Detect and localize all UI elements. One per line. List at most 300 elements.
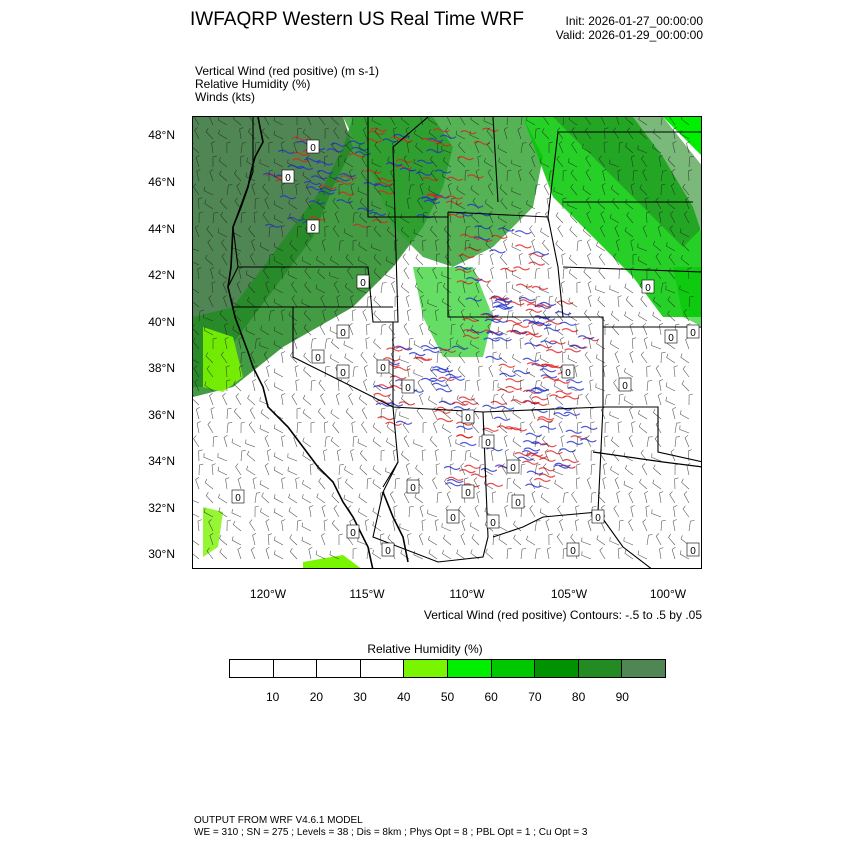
wind-barb: [535, 213, 540, 224]
wind-barb: [560, 519, 564, 531]
svg-text:0: 0: [285, 173, 291, 184]
wind-barb: [220, 549, 227, 559]
wind-barb: [374, 339, 381, 349]
wind-barb: [211, 407, 215, 419]
vertical-wind-contour: [444, 467, 460, 470]
wind-barb: [199, 464, 203, 475]
wind-barb: [296, 478, 300, 490]
wind-barb: [437, 492, 442, 503]
lat-label-34: 34°N: [148, 454, 175, 468]
wind-barb: [605, 395, 610, 405]
wind-barb: [262, 493, 269, 503]
wind-barb: [541, 493, 549, 503]
wind-barb: [611, 437, 619, 447]
wind-barb: [255, 493, 260, 503]
wind-barb: [360, 450, 367, 461]
wind-barb: [436, 464, 440, 475]
wind-barb: [268, 534, 272, 545]
wind-barb: [491, 267, 495, 279]
wind-barb: [666, 397, 675, 405]
wind-barb: [632, 422, 636, 434]
svg-text:0: 0: [310, 223, 316, 234]
wind-barb: [282, 478, 286, 490]
contour-label: [482, 435, 494, 449]
wind-barb: [557, 534, 563, 545]
wind-barb: [505, 449, 509, 461]
wind-barb: [526, 368, 535, 377]
wind-barb: [250, 407, 255, 419]
wind-barb: [643, 519, 647, 531]
wind-barb: [311, 380, 316, 391]
vertical-wind-contour: [481, 468, 497, 471]
colorbar-cell: [622, 660, 665, 677]
svg-text:0: 0: [315, 353, 321, 364]
wind-barb: [248, 395, 255, 405]
wind-barb: [683, 506, 689, 517]
vertical-wind-contour: [540, 426, 556, 429]
vertical-wind-contour: [523, 358, 539, 361]
wind-barb: [406, 295, 409, 307]
wind-barb: [274, 368, 283, 377]
wind-barb: [504, 239, 508, 251]
wind-barb: [576, 506, 580, 518]
wind-barb: [562, 352, 566, 363]
wind-barb: [475, 505, 479, 517]
wind-barb: [400, 523, 409, 531]
vertical-wind-contour: [514, 267, 530, 270]
wind-barb: [428, 510, 437, 517]
wind-barb: [408, 534, 412, 546]
wind-barb: [304, 353, 311, 363]
contour-label: [642, 280, 654, 294]
wind-barb: [674, 506, 678, 518]
wind-barb: [310, 506, 314, 518]
wind-barb: [442, 424, 451, 433]
wind-barb: [561, 281, 565, 293]
wind-barb: [451, 450, 456, 461]
wind-barb: [591, 422, 595, 433]
wind-barb: [624, 481, 633, 489]
wind-barb: [577, 464, 581, 475]
colorbar-tick-label: 40: [397, 690, 411, 704]
svg-text:0: 0: [510, 463, 516, 474]
wind-barb: [563, 493, 569, 503]
map-canvas: [193, 117, 702, 569]
wind-barb: [472, 534, 479, 545]
wind-barb: [387, 438, 396, 447]
wind-barb: [437, 352, 442, 363]
wind-barb: [599, 268, 605, 279]
wind-barb: [302, 480, 311, 489]
wind-barb: [344, 341, 353, 349]
wind-barb: [253, 477, 257, 489]
colorbar-cell: [404, 660, 448, 677]
wind-barb: [610, 411, 619, 419]
wind-barb: [619, 394, 624, 405]
wind-barb: [417, 408, 423, 419]
wind-barb: [490, 253, 493, 265]
wind-barb: [381, 324, 386, 335]
wind-barb: [400, 356, 409, 364]
wind-barb: [193, 549, 199, 559]
wind-barb: [530, 226, 535, 237]
wind-barb: [390, 491, 395, 503]
wind-barb: [618, 296, 622, 307]
contour-label: [407, 480, 419, 494]
wind-barb: [297, 520, 302, 531]
wind-barb: [264, 379, 269, 391]
wind-barb: [367, 324, 371, 335]
wind-barb: [289, 494, 297, 503]
wind-barb: [615, 477, 619, 489]
wind-barb: [241, 450, 246, 461]
wind-barb: [266, 547, 269, 559]
vertical-wind-contour: [460, 443, 476, 446]
wind-barb: [617, 491, 621, 503]
wind-barb: [549, 408, 554, 419]
vertical-wind-contour: [501, 268, 517, 271]
wind-barb: [535, 549, 541, 559]
wind-barb: [660, 492, 664, 504]
wind-barb: [558, 226, 563, 238]
wind-barb: [297, 408, 301, 419]
wind-barb: [352, 310, 356, 321]
wind-barb: [395, 478, 400, 489]
wind-barb: [656, 533, 661, 545]
wind-barb: [321, 533, 325, 545]
wind-barb: [353, 548, 357, 559]
wind-barb: [653, 409, 661, 419]
svg-text:0: 0: [595, 513, 601, 524]
svg-text:0: 0: [380, 363, 386, 374]
wind-barb: [584, 310, 591, 321]
vertical-wind-contour: [498, 406, 514, 409]
svg-text:0: 0: [668, 333, 674, 344]
wind-barb: [325, 339, 331, 349]
wind-barb: [401, 451, 409, 461]
wind-barb: [499, 353, 507, 363]
wind-barb: [639, 423, 647, 433]
wind-barb: [290, 548, 297, 559]
wind-barb: [404, 268, 409, 280]
wind-barb: [419, 533, 423, 545]
wind-barb: [626, 296, 633, 307]
wind-barb: [479, 254, 483, 265]
wind-barb: [282, 352, 286, 364]
wind-barb: [532, 491, 535, 503]
lat-label-44: 44°N: [148, 222, 175, 236]
vertical-wind-contour: [506, 379, 522, 382]
wind-barb: [409, 506, 414, 517]
wind-barb: [653, 312, 661, 321]
wind-barb: [493, 380, 498, 391]
vertical-wind-contour: [567, 441, 583, 444]
wind-barb: [255, 506, 259, 517]
wind-barb: [199, 450, 203, 461]
wind-barb: [530, 254, 535, 265]
wind-barb: [290, 535, 297, 546]
wind-barb: [361, 352, 367, 363]
wind-barb: [562, 254, 566, 266]
field-relative-humidity: Relative Humidity (%): [195, 77, 311, 91]
vertical-wind-contour: [522, 461, 538, 464]
vertical-wind-contour: [465, 465, 481, 468]
wind-barb: [559, 421, 563, 433]
contour-label: [347, 525, 359, 539]
colorbar-tick-label: 90: [615, 690, 629, 704]
svg-text:0: 0: [465, 413, 471, 424]
wind-barb: [588, 295, 591, 307]
wind-barb: [470, 522, 479, 531]
vertical-wind-contour: [539, 458, 555, 461]
wind-barb: [647, 366, 651, 377]
lat-label-42: 42°N: [148, 268, 175, 282]
svg-text:0: 0: [310, 143, 316, 154]
colorbar-tick-label: 30: [353, 690, 367, 704]
vertical-wind-contour: [513, 324, 529, 327]
wind-barb: [198, 520, 202, 531]
wind-barb: [423, 422, 427, 433]
wind-barb: [644, 337, 647, 349]
contour-label: [357, 275, 369, 289]
vertical-wind-contour: [506, 387, 522, 390]
wind-barb: [331, 409, 339, 419]
wind-barb: [603, 463, 607, 475]
wind-barb: [647, 535, 652, 545]
vertical-wind-contour: [432, 383, 448, 386]
wind-barb: [430, 436, 437, 447]
wind-barb: [332, 339, 340, 349]
wind-barb: [330, 354, 339, 363]
colorbar-tick-label: 20: [309, 690, 324, 704]
wind-barb: [394, 506, 398, 518]
wind-barb: [331, 437, 339, 447]
wind-barb: [227, 422, 232, 433]
wind-barb: [596, 354, 605, 363]
wind-barb: [232, 536, 241, 545]
wind-barb: [625, 312, 633, 321]
wind-barb: [624, 368, 633, 377]
wind-barb: [381, 450, 385, 461]
wind-barb: [363, 309, 367, 321]
wind-barb: [505, 505, 509, 517]
wind-barb: [295, 365, 299, 377]
wind-barb: [274, 382, 283, 391]
valid-time: Valid: 2026-01-29_00:00:00: [555, 28, 703, 42]
contour-label: [507, 460, 519, 474]
wind-barb: [316, 551, 325, 559]
svg-text:0: 0: [350, 528, 356, 539]
wind-barb: [337, 449, 341, 461]
contour-label: [377, 360, 389, 374]
wind-barb: [373, 479, 381, 489]
wind-barb: [461, 533, 465, 545]
wind-barb: [605, 436, 609, 447]
wind-barb: [500, 254, 507, 265]
vertical-wind-contour: [515, 231, 531, 234]
wind-barb: [218, 453, 227, 461]
colorbar-cell: [317, 660, 361, 677]
wind-barb: [458, 366, 465, 377]
wind-barb: [603, 477, 607, 489]
wind-barb: [575, 365, 579, 377]
wind-barb: [514, 535, 521, 545]
wind-barb: [358, 439, 367, 447]
wind-barb: [373, 550, 381, 559]
wind-barb: [404, 324, 409, 336]
wind-barb: [647, 437, 653, 447]
vertical-wind-contour: [498, 389, 514, 392]
wind-barb: [459, 506, 466, 517]
colorbar-tick-label: 60: [484, 690, 498, 704]
wind-barb: [563, 268, 568, 279]
wind-barb: [519, 253, 523, 265]
wind-barb: [588, 253, 592, 265]
wind-barb: [680, 425, 689, 433]
wind-barb: [629, 491, 633, 503]
colorbar-cell: [492, 660, 536, 677]
wind-barb: [336, 393, 339, 405]
wind-barb: [666, 382, 675, 391]
lat-label-30: 30°N: [148, 547, 175, 561]
wind-barb: [274, 452, 283, 461]
colorbar-title: Relative Humidity (%): [367, 642, 483, 656]
wind-barb: [210, 393, 214, 405]
wind-barb: [630, 351, 633, 363]
lon-label-100: 100°W: [649, 587, 687, 601]
wind-barb: [253, 533, 256, 545]
colorbar-tick-label: 80: [571, 690, 586, 704]
wind-barb: [521, 464, 525, 475]
wind-barb: [490, 407, 493, 419]
wind-barb: [292, 394, 297, 406]
wind-barb: [547, 547, 551, 559]
wind-barb: [546, 519, 549, 531]
wind-barb: [260, 425, 269, 433]
wind-barb: [325, 437, 330, 448]
wind-barb: [590, 408, 594, 419]
wind-barb: [472, 422, 479, 433]
colorbar: [229, 659, 666, 678]
wind-barb: [500, 367, 507, 377]
wind-barb: [641, 296, 647, 307]
svg-text:0: 0: [485, 438, 491, 449]
wind-barb: [502, 464, 507, 476]
wind-barb: [373, 465, 381, 475]
contour-label: [232, 490, 244, 504]
wind-barb: [575, 519, 579, 531]
colorbar-cell: [274, 660, 318, 677]
wind-barb: [196, 407, 199, 419]
wind-barb: [349, 393, 354, 405]
wind-barb: [526, 284, 535, 293]
wind-barb: [624, 537, 633, 545]
wind-barb: [219, 494, 228, 503]
svg-text:0: 0: [690, 546, 696, 557]
wind-barb: [632, 338, 636, 349]
wind-barb: [647, 380, 652, 391]
wind-barb: [249, 422, 255, 433]
wind-barb: [631, 505, 635, 517]
wind-barb: [555, 480, 563, 489]
wind-barb: [605, 422, 609, 433]
wind-barb: [302, 494, 311, 503]
wind-barb: [597, 535, 605, 545]
lat-label-46: 46°N: [148, 175, 175, 189]
wind-barb: [625, 284, 633, 294]
svg-text:0: 0: [622, 381, 628, 392]
wind-barb: [274, 466, 283, 475]
wind-barb: [435, 519, 439, 531]
contour-label: [562, 365, 574, 379]
wind-barb: [487, 282, 493, 293]
wind-barb: [364, 365, 367, 377]
contour-note: Vertical Wind (red positive) Contours: -.5 to .5 by .05: [423, 608, 702, 622]
wind-barb: [319, 380, 325, 391]
wind-barb: [596, 383, 605, 391]
wind-barb: [588, 281, 591, 293]
wind-barb: [349, 323, 353, 335]
wind-barb: [585, 352, 591, 363]
vertical-wind-contour: [487, 483, 503, 486]
wind-barb: [584, 269, 591, 280]
wind-barb: [274, 550, 283, 559]
svg-text:0: 0: [405, 383, 411, 394]
vertical-wind-contour: [564, 412, 580, 415]
wind-barb: [274, 494, 283, 503]
wind-barb: [274, 424, 283, 433]
vertical-wind-contour: [571, 436, 587, 439]
wind-barb: [265, 463, 269, 475]
wind-barb: [682, 380, 689, 391]
vertical-wind-contour: [560, 322, 576, 325]
colorbar-cell: [535, 660, 579, 677]
wind-barb: [507, 311, 513, 321]
wind-barb: [322, 505, 325, 517]
wind-barb: [556, 212, 563, 223]
wind-barb: [346, 479, 354, 489]
wind-barb: [597, 340, 605, 349]
wind-barb: [477, 491, 480, 503]
wind-barb: [367, 478, 371, 489]
wind-barb: [629, 519, 634, 531]
lat-label-32: 32°N: [148, 501, 175, 515]
wind-barb: [659, 379, 663, 391]
wind-barb: [577, 282, 581, 293]
wind-barb: [442, 523, 451, 531]
vertical-wind-contour: [500, 373, 516, 376]
vertical-wind-contour: [532, 397, 548, 400]
wind-barb: [433, 421, 437, 433]
wind-barb: [660, 548, 664, 560]
wind-barb: [236, 464, 241, 475]
svg-text:0: 0: [235, 493, 241, 504]
wind-barb: [669, 534, 676, 545]
wind-barb: [389, 324, 395, 335]
wind-barb: [661, 352, 666, 363]
wind-barb: [645, 393, 649, 405]
lon-label-115: 115°W: [349, 587, 385, 601]
vertical-wind-contour: [534, 479, 550, 482]
vertical-wind-contour: [546, 350, 562, 353]
wind-barb: [296, 380, 300, 392]
wind-barb: [267, 449, 271, 461]
wind-barb: [393, 449, 397, 461]
wind-barb: [344, 495, 353, 503]
vertical-wind-contour: [563, 396, 579, 399]
wind-barb: [506, 338, 510, 349]
wind-barb: [359, 395, 367, 405]
